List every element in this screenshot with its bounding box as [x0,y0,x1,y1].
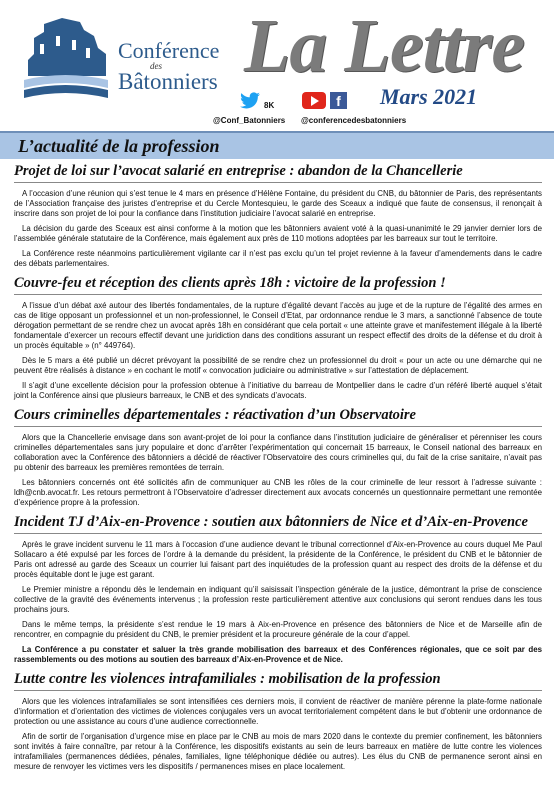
article-paragraph: Alors que les violences intrafamiliales se sont intensifiées ces derniers mois, il convient de réactiver de manière pérenne la plate-forme nationale d’information et d’orientation des victimes de violences conjugales vers un avocat territorialement compétent dans le but d’obtenir une ordonnance de protection ou une assistance au cours d’une audience correctionnelle. [14,697,542,726]
article-avocat-salarie [14,163,542,269]
org-line1: Conférence [118,38,220,63]
article-paragraph: Après le grave incident survenu le 11 mars à l’occasion d’une audience devant le tribunal correctionnel d’Aix-en-Provence au cours duquel Me Paul Sollacaro a été expulsé par les forces de l’ordre à la demande du président, la présidente de la Conférence, le président du CNB et le bâtonnier de Paris ont adressé au garde des Sceaux un courrier lui faisant part des inquiétudes de la profession quant au respect des droits de la défense et du procès équitable dont le juge est garant. [14,540,542,579]
article-paragraph: A l’issue d’un débat axé autour des libertés fondamentales, de la rupture d’égalité devant l’accès au juge et de la rupture de l’égalité des armes en cas de litige opposant un professionnel et un non-professionnel, le Conseil d’Etat, par ordonnance rendue le 3 mars, a sanctionné l’absence de toute dérogation permettant de se rendre chez un avocat après 18h en considérant que cela portait « une atteinte grave et manifestement illégale à la liberté fondamentale d’exercer un recours effectif devant une juridiction dans des conditions assurant un respect effectif des droits de la défense et du droit à un procès équitable » (n° 449764). [14,301,542,350]
article-paragraph: La Conférence a pu constater et saluer la très grande mobilisation des barreaux et des Conférences régionales, que ce soit par des rassemblements ou des motions au soutien des barreaux d’Aix-en-Provence et de Nice. [14,645,542,664]
article-paragraph: Dès le 5 mars a été publié un décret prévoyant la possibilité de se rendre chez un professionnel du droit « pour un acte ou une démarche qui ne peuvent être réalisés à distance » en cochant le motif « convocation judiciaire ou administrative » sur l’attestation de déplacement. [14,356,542,375]
twitter-follower-count: 8K [264,101,275,110]
article-paragraph: A l’occasion d’une réunion qui s’est tenue le 4 mars en présence d’Hélène Fontaine, du président du CNB, du bâtonnier de Paris, des représentants de l’Association française des juristes d’entreprise et du Cercle Montesquieu, le garde des Sceaux a indiqué que faute de consensus, il renonçait à inscrire dans son projet de loi pour la confiance dans l’institution judiciaire l’avocat salarié en entreprise. [14,189,542,218]
org-line2: des [150,61,162,71]
article-title: Projet de loi sur l’avocat salarié en entreprise : abandon de la Chancellerie [14,163,542,183]
article-paragraph: Dans le même temps, la présidente s’est rendue le 19 mars à Aix-en-Provence en présence des bâtonniers de Nice et de Marseille afin de rencontrer, en compagnie du président du CNB, le premier président et la procureure générale de la cour d’appel. [14,620,542,639]
article-paragraph: Il s’agit d’une excellente décision pour la profession obtenue à l’initiative du barreau de Montpellier dans le cadre d’un référé liberté auquel s’était joint la Conférence ainsi que plusieurs barreaux, le CNB et des syndicats d’avocats. [14,381,542,400]
article-paragraph: Alors que la Chancellerie envisage dans son avant-projet de loi pour la confiance dans l’institution judiciaire de généraliser et pérenniser les cours criminelles départementales sans jury populaire et donc d’arrêter l’expérimentation qui concernait 15 barreaux, le Conseil national des barreaux en collaboration avec la Conférence des bâtonniers a décidé de réactiver l’Observatoire des cours criminelles qui, du fait de la crise sanitaire, n’avait pas pu obtenir des barreaux les premières remontées de terrain. [14,433,542,472]
article-content [14,163,542,778]
twitter-icon[interactable] [238,92,262,110]
article-couvre-feu [14,275,542,401]
article-title: Cours criminelles départementales : réactivation d’un Observatoire [14,407,542,427]
facebook-icon[interactable]: f [330,92,347,109]
conference-logo-icon [20,14,110,102]
article-paragraph: Afin de sortir de l’organisation d’urgence mise en place par le CNB au mois de mars 2020 dans le contexte du premier confinement, les bâtonniers sont invités à faire connaître, par retour à la Conférence, les dispositifs existants au sein de leurs barreaux en matière de lutte contre les violences intrafamiliales (permanences dédiées, pénales, familiales, ligne téléphonique dédiée ou autres). Les élus du CNB de permanence seront ainsi en mesure de renvoyer les victimes vers les dispositifs / permanences mises en place localement. [14,732,542,771]
article-paragraph: La décision du garde des Sceaux est ainsi conforme à la motion que les bâtonniers avaient voté à la quasi-unanimité le 29 janvier dernier lors de l’assemblée générale statutaire de la Conférence, mais également aux près de 110 motions adoptées par les barreaux sur tout le territoire. [14,224,542,243]
article-title: Couvre-feu et réception des clients après 18h : victoire de la profession ! [14,275,542,295]
masthead [0,0,554,130]
article-title: Lutte contre les violences intrafamiliales : mobilisation de la profession [14,671,542,691]
issue-date: Mars 2021 [380,84,478,109]
article-incident-aix [14,514,542,665]
article-paragraph: La Conférence reste néanmoins particulièrement vigilante car il n’est pas exclu qu’un tel projet revienne à la faveur d’amendements dans le cadre des débats parlementaires. [14,249,542,268]
youtube-icon[interactable] [302,92,326,109]
article-paragraph: Les bâtonniers concernés ont été sollicités afin de communiquer au CNB les rôles de la cour criminelle de leur ressort à l’adresse suivante : ldh@cnb.avocat.fr. Les retours permettront à l’Observatoire d’adresser directement aux avocats concernés un questionnaire permettant une remontée d’expérience propre à la profession. [14,478,542,507]
article-paragraph: Le Premier ministre a répondu dès le lendemain en indiquant qu’il saisissait l’inspection générale de la justice, démontrant la prise de conscience collective de la gravité des événements intervenus ; la profession reste particulièrement attentive aux conclusions qui seront rendues dans les tous prochains jours. [14,585,542,614]
section-banner [0,131,554,159]
article-title: Incident TJ d’Aix-en-Provence : soutien aux bâtonniers de Nice et d’Aix-en-Provence [14,514,542,534]
org-line3: Bâtonniers [118,69,218,94]
facebook-handle[interactable]: @conferencedesbatonniers [301,116,407,125]
newsletter-title: La Lettre [244,4,525,88]
article-cours-criminelles [14,407,542,508]
org-name [118,40,219,93]
twitter-handle[interactable]: @Conf_Batonniers [213,116,286,125]
banner-title: L’actualité de la profession [18,136,220,156]
article-violences-intrafamiliales [14,671,542,772]
